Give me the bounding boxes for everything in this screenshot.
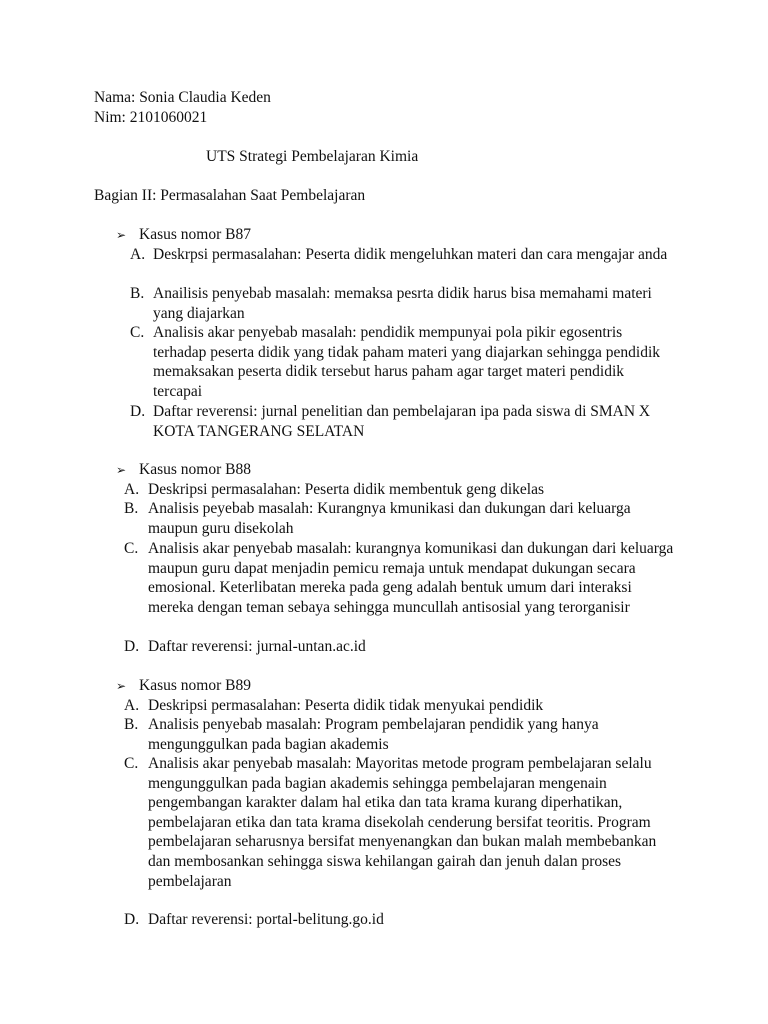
case-heading: [116, 460, 251, 481]
item-text: Deskripsi permasalahan: Peserta didik tidak menyukai pendidik: [148, 697, 544, 714]
item-label: D.: [124, 911, 140, 928]
item-text: Daftar reverensi: jurnal-untan.ac.id: [148, 638, 366, 655]
item-text: Analisis akar penyebab masalah: Mayoritas metode program pembelajaran selalu mengunggulkan pada bagian akademis sehingga pembelajaran mengenain pengembangan karakter dalam hal etika dan tata krama kurang diperhatikan, pembelajaran etika dan tata krama disekolah cenderung bersifat teoritis. Program pembelajaran seharusnya bersifat menyenangkan dan bukan malah membebankan dan membosankan sehingga siswa kehilangan gairah dan jenuh dalan proses pembelajaran: [148, 755, 657, 890]
item-label: B.: [130, 285, 145, 302]
list-item: [130, 323, 690, 401]
item-label: B.: [124, 500, 139, 517]
item-label: D.: [130, 403, 146, 420]
list-item: [124, 696, 684, 716]
list-item: [124, 499, 684, 538]
item-text: Analisis akar penyebab masalah: pendidik mempunyai pola pikir egosentris terhadap peserta didik yang tidak paham materi yang diajarkan sehingga pendidik memaksakan peserta didik tersebut harus paham agar target materi pendidik tercapai: [153, 324, 661, 400]
item-text: Anailisis penyebab masalah: memaksa pesrta didik harus bisa memahami materi yang diajarkan: [153, 285, 652, 322]
arrowhead-bullet-icon: ➢: [116, 228, 127, 242]
list-item: [124, 910, 684, 930]
case-heading: [116, 225, 251, 246]
item-text: Analisis akar penyebab masalah: kurangnya komunikasi dan dukungan dari keluarga maupun guru dapat menjadin pemicu remaja untuk mendapat dukungan secara emosional. Keterlibatan mereka pada geng adalah bentuk umum dari interaksi mereka dengan teman sebaya sehingga muncullah antisosial yang terorganisir: [148, 540, 674, 616]
list-item: [124, 539, 684, 617]
item-label: A.: [124, 697, 140, 714]
student-name: Nama: Sonia Claudia Keden: [94, 89, 271, 106]
list-item: [130, 284, 690, 323]
item-text: Daftar reverensi: portal-belitung.go.id: [148, 911, 384, 928]
case-heading-text: Kasus nomor B87: [139, 226, 251, 243]
case-heading-text: Kasus nomor B88: [139, 461, 251, 478]
item-text: Daftar reverensi: jurnal penelitian dan pembelajaran ipa pada siswa di SMAN X KOTA TANGERANG SELATAN: [153, 403, 651, 440]
list-item: [124, 480, 684, 500]
item-label: A.: [124, 481, 140, 498]
arrowhead-bullet-icon: ➢: [116, 463, 127, 477]
item-text: Deskrpsi permasalahan: Peserta didik mengeluhkan materi dan cara mengajar anda: [153, 246, 668, 263]
list-item: [124, 715, 684, 754]
item-text: Analisis peyebab masalah: Kurangnya kmunikasi dan dukungan dari keluarga maupun guru disekolah: [148, 500, 631, 537]
item-label: A.: [130, 246, 146, 263]
item-text: Analisis penyebab masalah: Program pembelajaran pendidik yang hanya mengunggulkan pada bagian akademis: [148, 716, 599, 753]
item-label: B.: [124, 716, 139, 733]
item-label: D.: [124, 638, 140, 655]
list-item: [124, 637, 684, 657]
arrowhead-bullet-icon: ➢: [116, 679, 127, 693]
item-label: C.: [124, 755, 139, 772]
section-title: Bagian II: Permasalahan Saat Pembelajaran: [94, 187, 366, 204]
document-title: UTS Strategi Pembelajaran Kimia: [206, 148, 419, 165]
item-text: Deskripsi permasalahan: Peserta didik membentuk geng dikelas: [148, 481, 545, 498]
list-item: [130, 402, 690, 441]
case-heading: [116, 676, 251, 697]
list-item: [124, 754, 684, 891]
list-item: [130, 245, 690, 265]
item-label: C.: [124, 540, 139, 557]
case-heading-text: Kasus nomor B89: [139, 677, 251, 694]
student-nim: Nim: 2101060021: [94, 109, 208, 126]
item-label: C.: [130, 324, 145, 341]
